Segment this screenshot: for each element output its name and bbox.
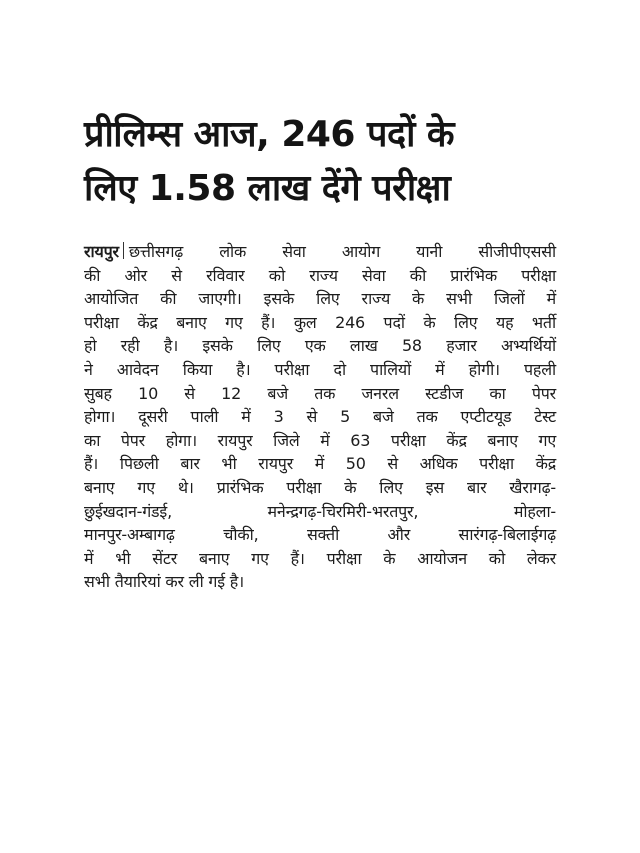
article-line: हो रही है। इसके लिए एक लाख 58 हजार अभ्यर्थियों (84, 336, 556, 356)
first-line-text: छत्तीसगढ़ लोक सेवा आयोग यानी सीजीपीएससी (128, 242, 556, 261)
article-line: आयोजित की जाएगी। इसके लिए राज्य के सभी जिलों में (84, 289, 556, 309)
article-line: की ओर से रविवार को राज्य सेवा की प्रारंभिक परीक्षा (84, 265, 556, 285)
headline-line-2: लिए 1.58 लाख देंगे परीक्षा (84, 168, 451, 209)
headline (84, 108, 556, 216)
article-body (84, 240, 556, 594)
article-line: का पेपर होगा। रायपुर जिले में 63 परीक्षा केंद्र बनाए गए (84, 430, 556, 450)
article-line: मानपुर-अम्बागढ़ चौकी, सक्ती और सारंगढ़-बिलाईगढ़ (84, 525, 556, 545)
article-line: में भी सेंटर बनाए गए हैं। परीक्षा के आयोजन को लेकर (84, 548, 556, 568)
article-line: परीक्षा केंद्र बनाए गए हैं। कुल 246 पदों के लिए यह भर्ती (84, 312, 556, 332)
article-line: ने आवेदन किया है। परीक्षा दो पालियों में होगी। पहली (84, 359, 556, 379)
article-line: छुईखदान-गंडई, मनेन्द्रगढ़-चिरमिरी-भरतपुर, मोहला- (84, 501, 556, 521)
dateline-separator (123, 242, 124, 259)
article-line: सुबह 10 से 12 बजे तक जनरल स्टडीज का पेपर (84, 383, 556, 403)
article-line-last: सभी तैयारियां कर ली गई है। (84, 572, 244, 592)
article-line: बनाए गए थे। प्रारंभिक परीक्षा के लिए इस बार खैरागढ़- (84, 477, 556, 497)
article-line-1 (84, 240, 556, 264)
headline-line-1: प्रीलिम्स आज, 246 पदों के (84, 114, 455, 155)
article-line: होगा। दूसरी पाली में 3 से 5 बजे तक एप्टीटयूड टेस्ट (84, 407, 556, 427)
dateline: रायपुर (84, 242, 119, 261)
article-line: हैं। पिछली बार भी रायपुर में 50 से अधिक परीक्षा केंद्र (84, 454, 556, 474)
newspaper-clipping (84, 108, 556, 594)
